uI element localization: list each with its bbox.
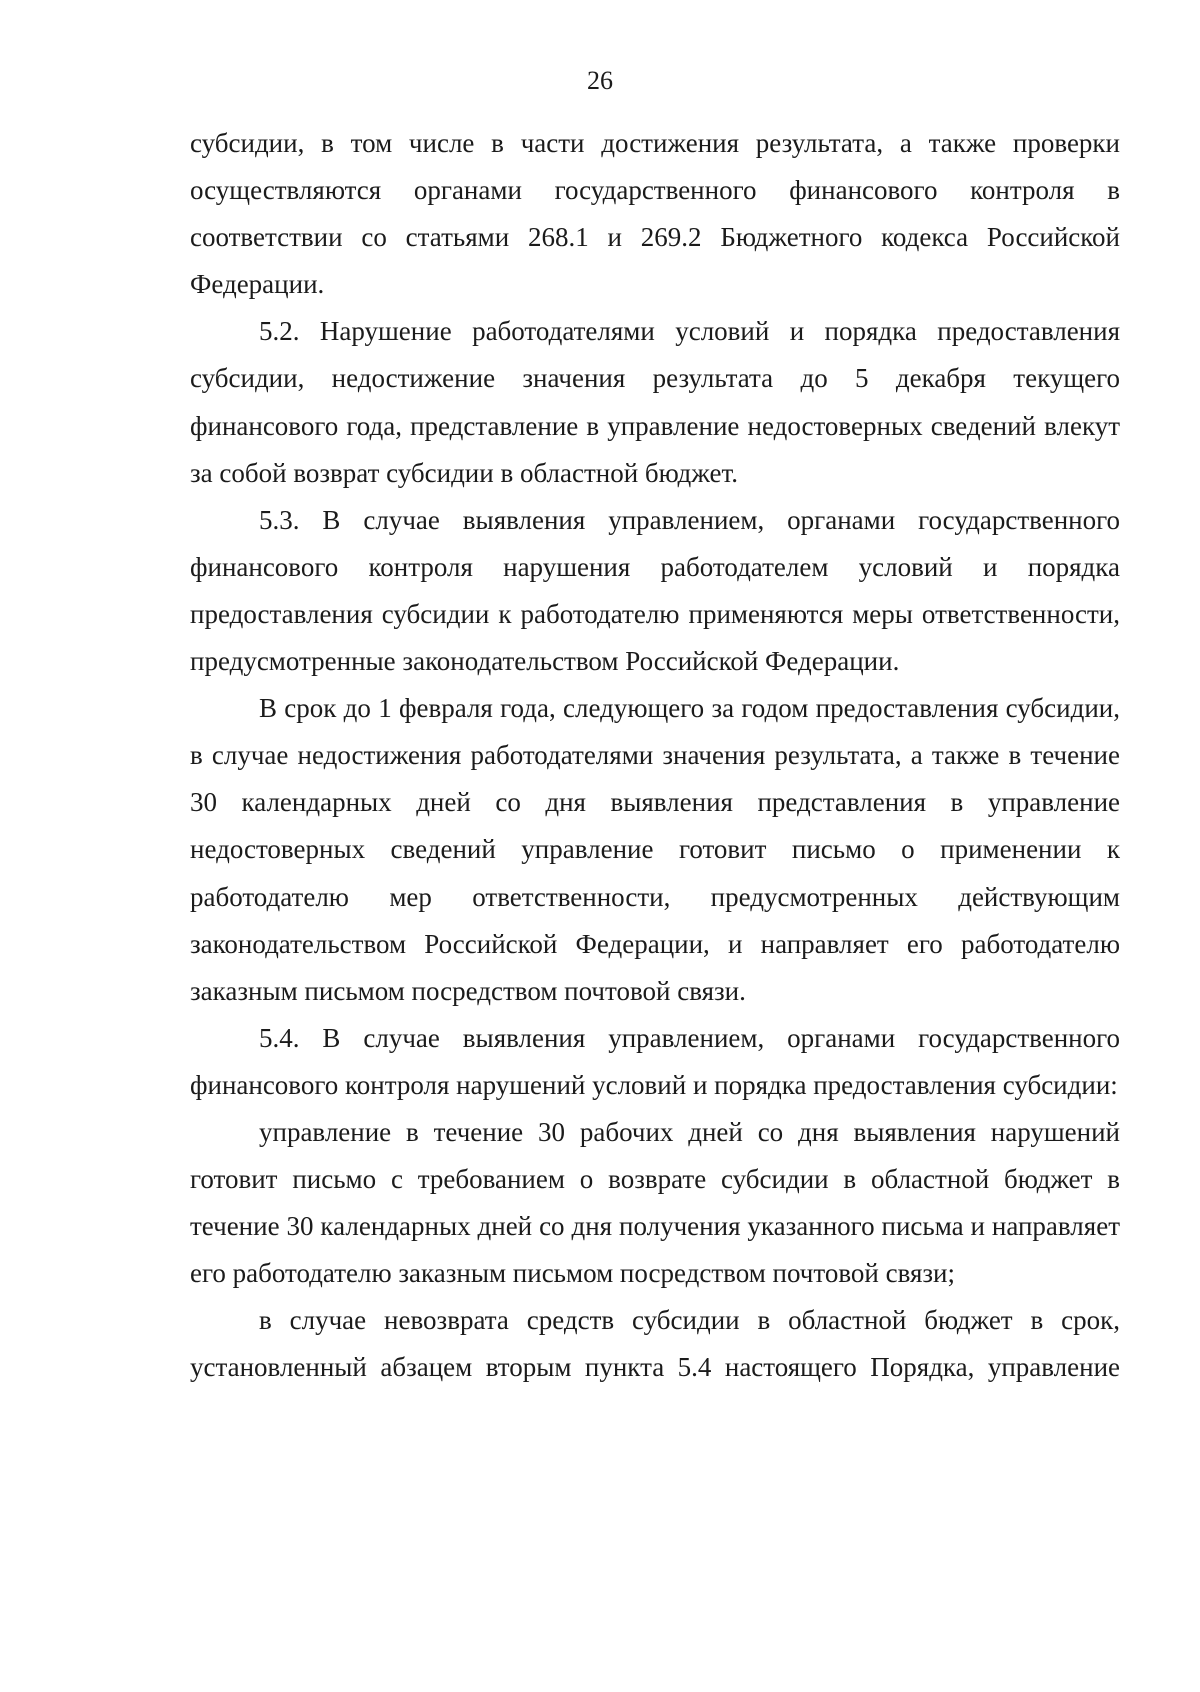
page-number: 26 — [587, 66, 613, 95]
paragraph-5-4-nonreturn: в случае невозврата средств субсидии в областной бюджет в срок, установленный абзацем вторым пункта 5.4 настоящего Порядка, управление — [190, 1305, 1120, 1383]
paragraph-deadline: В срок до 1 февраля года, следующего за годом предоставления субсидии, в случае недостижения работодателями значения результата, а также в течение 30 календарных дней со дня выявления представления в управление недостоверных сведений управление готовит письмо о применении к работодателю мер ответственности, предусмотренных действующим законодательством Российской Федерации, и направляет его работодателю заказным письмом посредством почтовой связи. — [190, 693, 1120, 1006]
document-body — [190, 120, 1120, 1392]
paragraph-5-4: 5.4. В случае выявления управлением, органами государственного финансового контроля нарушений условий и порядка предоставления субсидии: — [190, 1022, 1120, 1100]
paragraph-5-1-continuation: субсидии, в том числе в части достижения результата, а также проверки осуществляются органами государственного финансового контроля в соответствии со статьями 268.1 и 269.2 Бюджетного кодекса Российской Федерации. — [190, 128, 1120, 300]
paragraph-5-4-notice: управление в течение 30 рабочих дней со дня выявления нарушений готовит письмо с требованием о возврате субсидии в областной бюджет в течение 30 календарных дней со дня получения указанного письма и направляет его работодателю заказным письмом посредством почтовой связи; — [190, 1116, 1120, 1289]
paragraph-5-2: 5.2. Нарушение работодателями условий и порядка предоставления субсидии, недостижение значения результата до 5 декабря текущего финансового года, представление в управление недостоверных сведений влекут за собой возврат субсидии в областной бюджет. — [190, 316, 1120, 488]
paragraph-5-3: 5.3. В случае выявления управлением, органами государственного финансового контроля нарушения работодателем условий и порядка предоставления субсидии к работодателю применяются меры ответственности, предусмотренные законодательством Российской Федерации. — [190, 504, 1120, 677]
